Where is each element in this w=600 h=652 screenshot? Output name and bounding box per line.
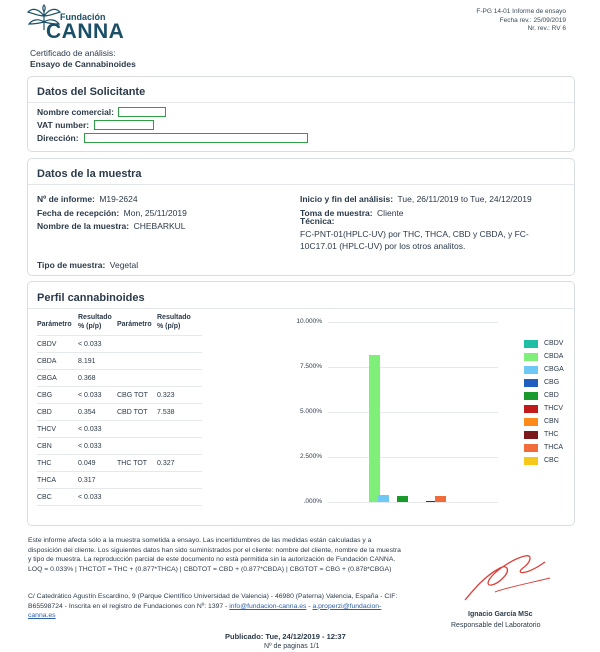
technique-line-1: FC-PNT-01(HPLC-UV) por THC, THCA, CBD y CBDA, y FC-: [300, 229, 529, 239]
gridline: [328, 322, 498, 323]
reception-date-label: Fecha de recepción:: [37, 208, 120, 218]
legend-label: CBD: [544, 392, 559, 399]
sample-name-label: Nombre de la muestra:: [37, 221, 130, 231]
trade-name-label: Nombre comercial:: [37, 107, 114, 117]
disclaimer-line-1: Este informe afecta sólo a la muestra sometida a ensayo. Las incertidumbres de las medidas están calculadas y a: [28, 537, 372, 544]
cell-result: 0.049: [78, 460, 96, 467]
legend-swatch: [524, 340, 538, 348]
legend-label: THCV: [544, 405, 564, 412]
y-tick-label: .000%: [303, 498, 322, 505]
column-header-result-line2: % (p/p): [78, 323, 102, 330]
email-link-info[interactable]: info@fundacion-canna.es: [229, 602, 307, 610]
divider: [28, 308, 574, 309]
legend-label: CBN: [544, 418, 559, 425]
y-tick-label: 7.500%: [299, 363, 322, 370]
legend-label: THCA: [544, 444, 564, 451]
table-row: [37, 387, 202, 404]
table-row: [37, 370, 202, 387]
formula-line: LOQ = 0.033% | THCTOT = THC + (0.877*THCA) | CBDTOT = CBD + (0.877*CBDA) | CBGTOT = CBG + (0.878*CBGA): [28, 565, 392, 573]
address-field: [84, 133, 308, 143]
sample-name-value: CHEBARKUL: [133, 221, 186, 231]
legend-label: THC: [544, 431, 559, 438]
divider: [28, 184, 574, 185]
doc-revision-number: Nr. rev.: RV 6: [527, 25, 566, 32]
cell-parameter: THC: [37, 460, 52, 467]
y-tick-label: 2.500%: [299, 453, 322, 460]
legend-swatch: [524, 457, 538, 465]
disclaimer: [28, 536, 448, 574]
cell-result-total: 7.538: [157, 409, 175, 416]
sampling-label: Toma de muestra:: [300, 208, 373, 218]
legend-label: CBG: [544, 379, 560, 386]
cell-result: < 0.033: [78, 341, 102, 348]
bar-cbda: [369, 355, 380, 502]
column-header-parameter: Parámetro: [37, 321, 72, 328]
cell-result-total: 0.327: [157, 460, 175, 467]
technique-line-2: 10C17.01 (HPLC-UV) por los otros analitos.: [300, 241, 466, 251]
address-line-2: [28, 602, 448, 612]
email-link-properzi[interactable]: a.properzi@fundacion-: [312, 602, 382, 610]
sample-type-row: [37, 255, 138, 273]
table-row: [37, 421, 202, 438]
table-row: [37, 336, 202, 353]
cell-parameter: CBDA: [37, 358, 57, 365]
legend-label: CBDV: [544, 340, 564, 347]
cell-result: 8.191: [78, 358, 96, 365]
cell-parameter: THCA: [37, 477, 57, 484]
report-number-value: M19-2624: [99, 194, 138, 204]
cell-parameter: THCV: [37, 426, 57, 433]
column-header-result-2-line1: Resultado: [157, 314, 191, 321]
address-label: Dirección:: [37, 133, 79, 143]
legend-swatch: [524, 444, 538, 452]
document-info: [476, 8, 566, 34]
bar-thca: [435, 496, 446, 502]
legend-swatch: [524, 418, 538, 426]
signer-name: Ignacio García MSc: [468, 611, 533, 618]
legend-swatch: [524, 366, 538, 374]
reception-date-value: Mon, 25/11/2019: [123, 208, 187, 218]
cell-parameter: CBDV: [37, 341, 57, 348]
sample-name-row: [37, 216, 186, 234]
cannabinoid-bar-chart: [248, 316, 568, 516]
published-date: Publicado: Tue, 24/12/2019 - 12:37: [225, 632, 346, 641]
cell-result: < 0.033: [78, 426, 102, 433]
bar-cbga: [378, 495, 389, 502]
signer-role: Responsable del Laboratorio: [451, 622, 541, 629]
table-row: [37, 455, 202, 472]
divider: [28, 102, 574, 103]
cell-result-total: 0.323: [157, 392, 175, 399]
cell-result: 0.317: [78, 477, 96, 484]
bar-cbd: [397, 496, 408, 502]
row-divider: [37, 505, 202, 506]
doc-code: F-PG 14-01 Informe de ensayo: [476, 8, 566, 15]
vat-label: VAT number:: [37, 120, 90, 130]
technique-label: Técnica:: [300, 216, 335, 226]
sample-type-value: Vegetal: [109, 260, 139, 270]
legend-swatch: [524, 431, 538, 439]
cell-parameter: CBD: [37, 409, 52, 416]
report-number-label: Nº de informe:: [37, 194, 95, 204]
table-row: [37, 353, 202, 370]
analysis-period-label: Inicio y fin del análisis:: [300, 194, 394, 204]
cell-parameter: CBGA: [37, 375, 57, 382]
vat-field: [94, 120, 154, 130]
address-block: [28, 592, 448, 621]
disclaimer-line-2: disposición del cliente. Los siguientes datos han sido suministrados por el cliente: nombre del cliente, nombre de la muestra: [28, 546, 401, 554]
cell-parameter: CBG: [37, 392, 53, 399]
sample-type-label: Tipo de muestra:: [37, 260, 106, 270]
doc-revision-date: Fecha rev.: 25/09/2019: [499, 16, 566, 24]
legend-swatch: [524, 405, 538, 413]
analysis-period-value: Tue, 26/11/2019 to Tue, 24/12/2019: [397, 194, 532, 204]
applicant-title: Datos del Solicitante: [37, 86, 146, 98]
cell-parameter-total: THC TOT: [117, 460, 148, 467]
email-link-properzi-cont[interactable]: canna.es: [28, 612, 56, 619]
cell-parameter: CBN: [37, 443, 52, 450]
profile-title: Perfil cannabinoides: [37, 292, 145, 304]
gridline: [328, 502, 498, 503]
column-header-result-line1: Resultado: [78, 314, 112, 321]
logo-subtitle: Fundación: [60, 12, 106, 22]
address-line-1: C/ Catedrático Agustín Escardino, 9 (Parque Científico Universidad de Valencia) - 46980 (Paterna) Valencia, España - CIF:: [28, 593, 398, 600]
legend-swatch: [524, 392, 538, 400]
separator-text: -: [306, 602, 313, 610]
gridline: [328, 367, 498, 368]
cell-result: < 0.033: [78, 494, 102, 501]
address-line-3: [28, 611, 448, 621]
legend-label: CBGA: [544, 366, 564, 373]
cannabinoid-profile-card: [27, 281, 575, 526]
applicant-card: [27, 76, 575, 152]
logo-name: CANNA: [46, 20, 125, 43]
cell-result: 0.354: [78, 409, 96, 416]
trade-name-field: [118, 107, 166, 117]
cell-result: < 0.033: [78, 443, 102, 450]
legend-swatch: [524, 353, 538, 361]
gridline: [328, 457, 498, 458]
legend-label: CBC: [544, 457, 559, 464]
gridline: [328, 412, 498, 413]
column-header-result: [78, 313, 112, 331]
column-header-result-2: [157, 313, 191, 331]
disclaimer-line-3: y tipo de muestra. La reproducción parcial de este documento no está permitida sin la autorización de Fundación CANNA.: [28, 556, 396, 563]
page-count: Nº de paginas 1/1: [264, 643, 320, 650]
table-row: [37, 438, 202, 455]
y-tick-label: 10.000%: [296, 318, 322, 325]
table-row: [37, 489, 202, 506]
legend-label: CBDA: [544, 353, 564, 360]
column-header-result-2-line2: % (p/p): [157, 323, 181, 330]
signature: [455, 548, 555, 608]
certificate-title: Ensayo de Cannabinoides: [30, 59, 136, 69]
y-tick-label: 5.000%: [299, 408, 322, 415]
legend-swatch: [524, 379, 538, 387]
sampling-value: Cliente: [377, 208, 404, 218]
cell-parameter-total: CBG TOT: [117, 392, 148, 399]
registry-text: B65598724 - Inscrita en el registro de Fundaciones con Nº: 1397 -: [28, 602, 230, 610]
column-header-parameter-2: Parámetro: [117, 321, 152, 328]
cell-result: 0.368: [78, 375, 96, 382]
table-row: [37, 404, 202, 421]
certificate-label: Certificado de análisis:: [30, 48, 116, 58]
sample-title: Datos de la muestra: [37, 168, 142, 180]
cell-parameter: CBC: [37, 494, 52, 501]
cell-result: < 0.033: [78, 392, 102, 399]
cell-parameter-total: CBD TOT: [117, 409, 148, 416]
sample-card: [27, 158, 575, 276]
table-row: [37, 472, 202, 489]
